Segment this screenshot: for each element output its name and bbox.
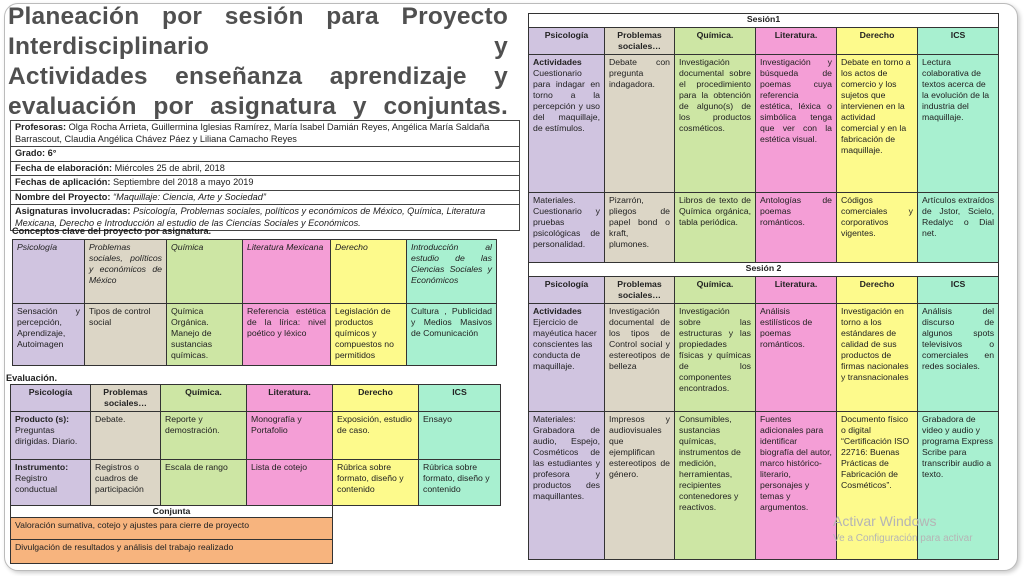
s2-header-quimica: Química. [675, 277, 756, 304]
sesiones-table [528, 13, 999, 560]
concept-ics: Cultura , Publicidad y Medios Masivos de Comunicación [407, 304, 497, 366]
profesoras-cell: Profesoras: Olga Rocha Arrieta, Guillermina Iglesias Ramírez, María Isabel Damián Reyes, Angélica María Saldaña Barrascout, Claudia Angélica Chávez Páez y Liliana Camacho Reyes [11, 121, 520, 147]
concept-header-problemas: Problemas sociales, políticos y económicos de México [85, 240, 167, 304]
concept-header-literatura: Literatura Mexicana [243, 240, 331, 304]
producto-problemas: Debate. [91, 412, 161, 460]
producto-literatura: Monografía y Portafolio [247, 412, 333, 460]
s1-act-literatura: Investigación y búsqueda de poemas cuya referencia estética, léxica o simbólica tenga que ver con la estética visual. [756, 55, 837, 193]
eval-header-literatura: Literatura. [247, 385, 333, 412]
slide-title [8, 2, 508, 122]
s2-act-quimica: Investigación sobre las estructuras y las propiedades físicas y químicas de los componentes encontrados. [675, 304, 756, 412]
asignaturas-cell: Asignaturas involucradas: Psicología, Problemas sociales, políticos y económicos de México, Química, Literatura Mexicana, Derecho e Introducción al estudio de las Ciencias Sociales y Económicos. [11, 205, 520, 231]
instrumento-literatura: Lista de cotejo [247, 460, 333, 506]
s2-mat-psicologia: Materiales: Grabadora de audio, Espejo, Cosméticos de las estudiantes y profesora y productos des maquillantes. [529, 412, 605, 560]
instrumento-quimica: Escala de rango [161, 460, 247, 506]
nombre-proyecto-cell: Nombre del Proyecto: “Maquillaje: Ciencia, Arte y Sociedad” [11, 190, 520, 205]
title-line-3: Actividades enseñanza aprendizaje y [8, 63, 508, 90]
s2-mat-literatura: Fuentes adicionales para identificar biografía del autor, marco histórico-literario, personajes y temas y argumentos. [756, 412, 837, 560]
s1-header-quimica: Química. [675, 28, 756, 55]
instrumento-psicologia: Instrumento: Registro conductual [11, 460, 91, 506]
s2-header-derecho: Derecho [837, 277, 918, 304]
s2-mat-quimica: Consumibles, sustancias químicas, instrumentos de medición, herramientas, recipientes contenedores y reactivos. [675, 412, 756, 560]
s1-header-ics: ICS [918, 28, 999, 55]
s2-header-problemas: Problemas sociales… [605, 277, 675, 304]
s2-act-derecho: Investigación en torno a los estándares de calidad de sus productos de firmas nacionales y transnacionales [837, 304, 918, 412]
conceptos-table [12, 239, 497, 366]
s1-mat-problemas: Pizarrón, pliegos de papel bond o kraft, plumones. [605, 193, 675, 263]
s2-header-ics: ICS [918, 277, 999, 304]
concept-header-ics: Introducción al estudio de las Ciencias Sociales y Económicos [407, 240, 497, 304]
conjunta-header: Conjunta [11, 506, 333, 518]
eval-header-psicologia: Psicología [11, 385, 91, 412]
s2-mat-derecho: Documento físico o digital “Certificación ISO 22716: Buenas Prácticas de Fabricación de Cosméticos”. [837, 412, 918, 560]
s2-act-psicologia: Actividades Ejercicio de mayéutica hacer conscientes las conducta de maquillaje. [529, 304, 605, 412]
eval-header-problemas: Problemas sociales… [91, 385, 161, 412]
s1-mat-ics: Artículos extraídos de Jstor, Scielo, Redalyc o Dial net. [918, 193, 999, 263]
s1-mat-literatura: Antologías de poemas románticos. [756, 193, 837, 263]
s2-mat-problemas: Impresos y audiovisuales que ejemplifican estereotipos de género. [605, 412, 675, 560]
s1-act-ics: Lectura colaborativa de textos acerca de la evolución de la industria del maquillaje. [918, 55, 999, 193]
producto-psicologia: Producto (s): Preguntas dirigidas. Diario. [11, 412, 91, 460]
s1-header-literatura: Literatura. [756, 28, 837, 55]
s1-act-psicologia: Actividades Cuestionario para indagar en torno a la percepción y uso del maquillaje, de estímulos. [529, 55, 605, 193]
instrumento-ics: Rúbrica sobre formato, diseño y contenido [419, 460, 501, 506]
s1-act-derecho: Debate en torno a los actos de comercio y los sujetos que intervienen en la actividad comercial y en la fabricación de maquillaje. [837, 55, 918, 193]
sesion2-label: Sesión 2 [529, 263, 999, 277]
concept-header-derecho: Derecho [331, 240, 407, 304]
s1-act-problemas: Debate con pregunta indagadora. [605, 55, 675, 193]
s2-act-ics: Análisis del discurso de algunos spots televisivos o comerciales en redes sociales. [918, 304, 999, 412]
producto-ics: Ensayo [419, 412, 501, 460]
title-line-4: evaluación por asignatura y conjuntas. [8, 93, 508, 120]
evaluacion-label: Evaluación. [6, 373, 58, 383]
eval-header-derecho: Derecho [333, 385, 419, 412]
instrumento-derecho: Rúbrica sobre formato, diseño y contenido [333, 460, 419, 506]
s1-header-psicologia: Psicología [529, 28, 605, 55]
eval-header-quimica: Química. [161, 385, 247, 412]
instrumento-problemas: Registros o cuadros de participación [91, 460, 161, 506]
s1-mat-derecho: Códigos comerciales y corporativos vigentes. [837, 193, 918, 263]
project-info-table [10, 120, 520, 231]
s2-act-problemas: Investigación documental de los tipos de Control social y estereotipos de belleza [605, 304, 675, 412]
s1-mat-quimica: Libros de texto de Química orgánica, tabla periódica. [675, 193, 756, 263]
producto-quimica: Reporte y demostración. [161, 412, 247, 460]
activation-watermark-title: Activar Windows [833, 513, 937, 529]
s2-act-literatura: Análisis estilísticos de poemas románticos. [756, 304, 837, 412]
evaluacion-table [10, 384, 501, 564]
s1-mat-psicologia: Materiales. Cuestionario y pruebas psicológicas de personalidad. [529, 193, 605, 263]
eval-header-ics: ICS [419, 385, 501, 412]
s2-header-literatura: Literatura. [756, 277, 837, 304]
concept-psicologia: Sensación y percepción, Aprendizaje, Autoimagen [13, 304, 85, 366]
concept-derecho: Legislación de productos químicos y compuestos no permitidos [331, 304, 407, 366]
fecha-aplicacion-cell: Fechas de aplicación: Septiembre del 2018 a mayo 2019 [11, 176, 520, 191]
concept-quimica: Química Orgánica. Manejo de sustancias químicas. [167, 304, 243, 366]
concept-problemas: Tipos de control social [85, 304, 167, 366]
s2-mat-ics: Grabadora de video y audio y programa Express Scribe para transcribir audio a texto. [918, 412, 999, 560]
conceptos-label: Conceptos clave del proyecto por asignatura. [12, 226, 212, 236]
sesion1-label: Sesión1 [529, 14, 999, 28]
conjunta-divulgacion: Divulgación de resultados y análisis del trabajo realizado [11, 540, 333, 564]
concept-literatura: Referencia estética de la lírica: nivel poético y léxico [243, 304, 331, 366]
grado-cell: Grado: 6° [11, 147, 520, 162]
activation-watermark-subtitle: Ve a Configuración para activar [833, 533, 973, 544]
concept-header-psicologia: Psicología [13, 240, 85, 304]
s1-header-problemas: Problemas sociales… [605, 28, 675, 55]
s1-act-quimica: Investigación documental sobre el procedimiento para la obtención de alguno(s) de los productos cosméticos. [675, 55, 756, 193]
concept-header-quimica: Química [167, 240, 243, 304]
s2-header-psicologia: Psicología [529, 277, 605, 304]
producto-derecho: Exposición, estudio de caso. [333, 412, 419, 460]
conjunta-valoracion: Valoración sumativa, cotejo y ajustes para cierre de proyecto [11, 518, 333, 540]
title-line-1: Planeación por sesión para Proyecto [8, 3, 508, 30]
title-line-2: Interdisciplinario y [8, 33, 508, 60]
s1-header-derecho: Derecho [837, 28, 918, 55]
fecha-elaboracion-cell: Fecha de elaboración: Miércoles 25 de abril, 2018 [11, 161, 520, 176]
